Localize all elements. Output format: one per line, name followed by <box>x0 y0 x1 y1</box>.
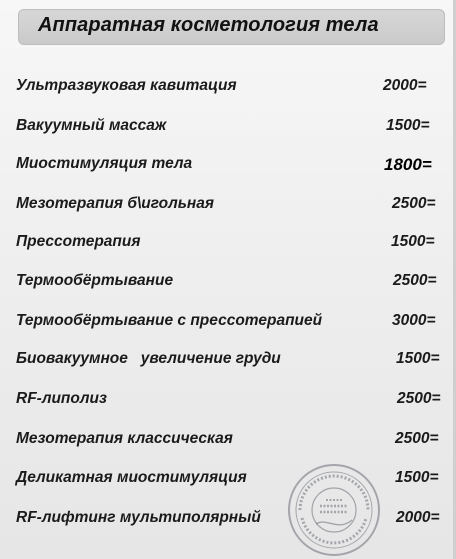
service-name: Ультразвуковая кавитация <box>16 77 237 94</box>
list-item <box>0 117 456 141</box>
service-name: Термообёртывание <box>16 272 174 289</box>
list-item <box>0 77 456 101</box>
service-price: 2000= <box>396 509 440 526</box>
service-price: 1500= <box>396 350 440 367</box>
list-item <box>0 272 456 296</box>
service-name: Прессотерапия <box>16 233 141 250</box>
list-item <box>0 155 456 179</box>
list-item <box>0 233 456 257</box>
service-name: Мезотерапия классическая <box>16 430 233 447</box>
service-name: RF-липолиз <box>16 390 107 407</box>
service-price: 2500= <box>395 430 439 447</box>
service-price: 2500= <box>393 272 437 289</box>
round-seal-icon <box>286 462 382 558</box>
service-price: 1800= <box>384 155 432 174</box>
list-item <box>0 195 456 219</box>
service-price: 2500= <box>397 390 441 407</box>
service-name: Деликатная миостимуляция <box>16 469 247 486</box>
service-price: 1500= <box>395 469 439 486</box>
page-title: Аппаратная косметология тела <box>38 14 379 36</box>
service-price: 1500= <box>391 233 435 250</box>
service-name: Термообёртывание с прессотерапией <box>16 312 323 329</box>
list-item <box>0 509 456 533</box>
service-price: 2500= <box>392 195 436 212</box>
service-name: Биовакуумное увеличение груди <box>16 350 281 367</box>
list-item <box>0 469 456 493</box>
list-item <box>0 350 456 374</box>
list-item <box>0 390 456 414</box>
service-name: Вакуумный массаж <box>16 117 167 134</box>
list-item <box>0 312 456 336</box>
list-item <box>0 430 456 454</box>
service-name: Миостимуляция тела <box>16 155 193 172</box>
service-name: RF-лифтинг мультиполярный <box>16 509 261 526</box>
service-price: 3000= <box>392 312 436 329</box>
service-name: Мезотерапия б\игольная <box>16 195 215 212</box>
service-price: 1500= <box>386 117 430 134</box>
service-price: 2000= <box>383 77 427 94</box>
